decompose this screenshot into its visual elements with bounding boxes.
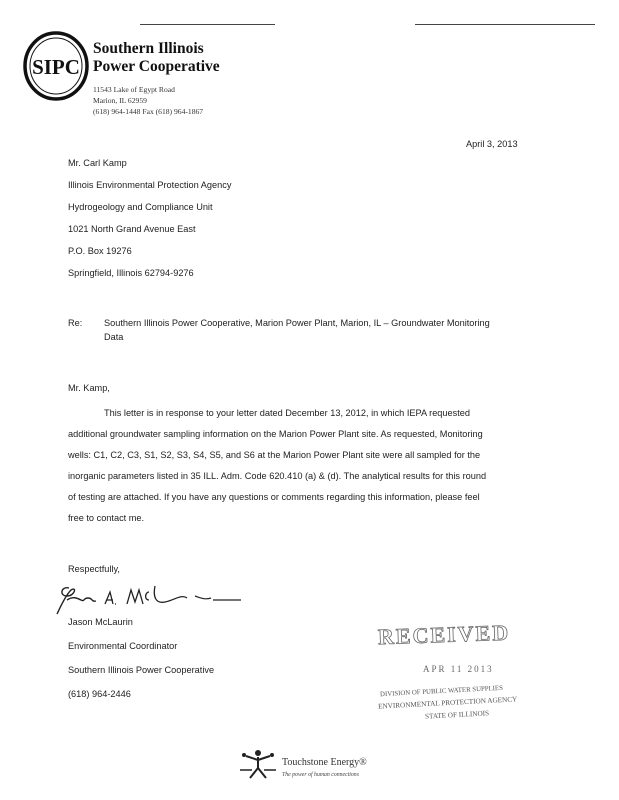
signer-title: Environmental Coordinator bbox=[68, 641, 178, 651]
signer-organization: Southern Illinois Power Cooperative bbox=[68, 665, 215, 675]
address-line1: 11543 Lake of Egypt Road bbox=[93, 85, 175, 94]
stamp-line3: STATE OF ILLINOIS bbox=[424, 709, 490, 721]
recipient-line: Hydrogeology and Compliance Unit bbox=[68, 202, 213, 212]
salutation: Mr. Kamp, bbox=[68, 383, 110, 393]
footer-brand: Touchstone Energy® bbox=[282, 757, 367, 768]
body-line: inorganic parameters listed in 35 ILL. Adm. Code 620.410 (a) & (d). The analytical results for this round bbox=[68, 471, 487, 481]
body-line: free to contact me. bbox=[68, 513, 145, 523]
stamp-received: RECEIVED bbox=[377, 619, 511, 650]
stamp-line1: DIVISION OF PUBLIC WATER SUPPLIES bbox=[379, 684, 504, 699]
body-line: of testing are attached. If you have any questions or comments regarding this information, please feel bbox=[68, 492, 480, 502]
recipient-line: Mr. Carl Kamp bbox=[68, 158, 127, 168]
signature-icon bbox=[55, 580, 245, 618]
recipient-line: Springfield, Illinois 62794-9276 bbox=[68, 268, 194, 278]
org-name-line2: Power Cooperative bbox=[93, 58, 220, 75]
body-line: additional groundwater sampling information on the Marion Power Plant site. As requested, Monitoring bbox=[68, 429, 483, 439]
address-line3: (618) 964-1448 Fax (618) 964-1867 bbox=[93, 107, 204, 116]
signer-phone: (618) 964-2446 bbox=[68, 689, 131, 699]
stamp-date: APR 11 2013 bbox=[423, 664, 494, 674]
org-name-line1: Southern Illinois bbox=[93, 40, 204, 57]
recipient-line: Illinois Environmental Protection Agency bbox=[68, 180, 232, 190]
scan-line-right bbox=[415, 24, 595, 25]
scan-line-left bbox=[140, 24, 275, 25]
recipient-line: P.O. Box 19276 bbox=[68, 246, 132, 256]
stamp-line2: ENVIRONMENTAL PROTECTION AGENCY bbox=[377, 695, 518, 711]
re-line2: Data bbox=[104, 332, 124, 342]
address-line2: Marion, IL 62959 bbox=[93, 96, 147, 105]
logo-text: SIPC bbox=[32, 55, 80, 79]
body-line: This letter is in response to your letter dated December 13, 2012, in which IEPA requested bbox=[104, 408, 470, 418]
closing: Respectfully, bbox=[68, 564, 120, 574]
body-line: wells: C1, C2, C3, S1, S2, S3, S4, S5, and S6 at the Marion Power Plant site were all sampled for the bbox=[68, 450, 481, 460]
sipc-logo-icon bbox=[22, 30, 90, 102]
letter-date: April 3, 2013 bbox=[466, 139, 518, 149]
footer-tagline: The power of human connections bbox=[282, 772, 359, 778]
touchstone-energy-icon bbox=[238, 748, 278, 782]
signer-name: Jason McLaurin bbox=[68, 617, 133, 627]
re-line1: Southern Illinois Power Cooperative, Marion Power Plant, Marion, IL – Groundwater Monitoring bbox=[104, 318, 490, 328]
re-label: Re: bbox=[68, 318, 83, 328]
recipient-line: 1021 North Grand Avenue East bbox=[68, 224, 196, 234]
